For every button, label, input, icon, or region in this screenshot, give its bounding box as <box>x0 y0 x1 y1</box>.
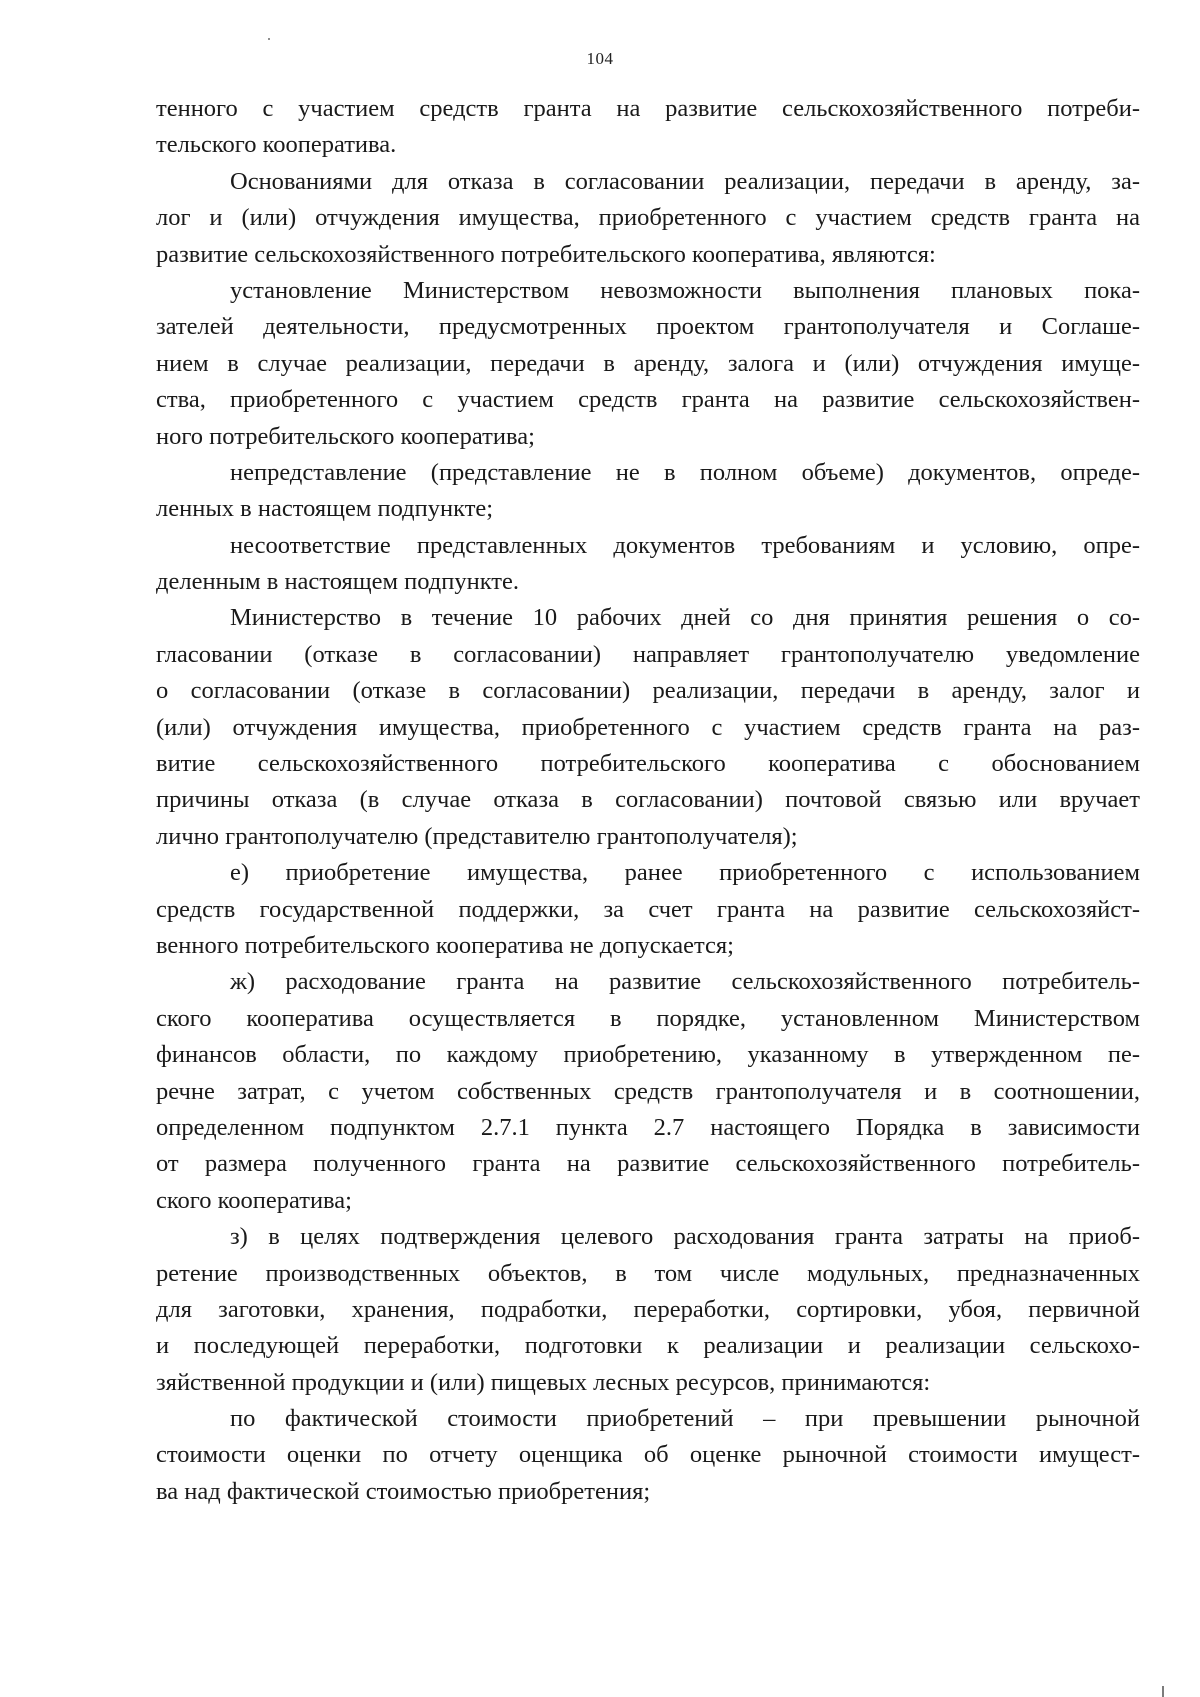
text-line: лично грантополучателю (представителю грантополучателя); <box>156 822 798 850</box>
text-line: ленных в настоящем подпункте; <box>156 495 494 523</box>
text-line: развитие сельскохозяйственного потребительского кооператива, являются: <box>156 240 936 268</box>
text-line: витие сельскохозяйственного потребительского кооператива с обоснованием <box>156 750 1140 778</box>
text-line: лог и (или) отчуждения имущества, приобретенного с участием средств гранта на <box>156 204 1140 232</box>
text-line: нием в случае реализации, передачи в аренду, залога и (или) отчуждения имуще- <box>156 349 1140 377</box>
text-line: причины отказа (в случае отказа в согласовании) почтовой связью или вручает <box>156 786 1140 814</box>
text-line: несоответствие представленных документов требованиям и условию, опре- <box>230 531 1140 559</box>
text-line: Министерство в течение 10 рабочих дней со дня принятия решения о со- <box>230 604 1140 632</box>
document-body <box>156 91 1140 1510</box>
text-line: ва над фактической стоимостью приобретения; <box>156 1477 651 1505</box>
text-line: ж) расходование гранта на развитие сельскохозяйственного потребитель- <box>230 968 1140 996</box>
text-line: определенном подпунктом 2.7.1 пункта 2.7 настоящего Порядка в зависимости <box>156 1113 1140 1141</box>
text-line: и последующей переработки, подготовки к реализации и реализации сельскохо- <box>156 1332 1140 1360</box>
text-line: деленным в настоящем подпункте. <box>156 568 519 596</box>
text-line: венного потребительского кооператива не допускается; <box>156 931 734 959</box>
text-line: средств государственной поддержки, за счет гранта на развитие сельскохозяйст- <box>156 895 1140 923</box>
text-line: речне затрат, с учетом собственных средств грантополучателя и в соотношении, <box>156 1077 1140 1105</box>
text-line: для заготовки, хранения, подработки, переработки, сортировки, убоя, первичной <box>156 1295 1140 1323</box>
text-line: (или) отчуждения имущества, приобретенного с участием средств гранта на раз- <box>156 713 1140 741</box>
text-line: зяйственной продукции и (или) пищевых лесных ресурсов, принимаются: <box>156 1368 931 1396</box>
text-line: финансов области, по каждому приобретению, указанному в утвержденном пе- <box>156 1041 1140 1069</box>
text-line: зателей деятельности, предусмотренных проектом грантополучателя и Соглаше- <box>156 313 1140 341</box>
text-line: от размера полученного гранта на развитие сельскохозяйственного потребитель- <box>156 1150 1140 1178</box>
page-number: 104 <box>586 49 614 68</box>
text-line: тельского кооператива. <box>156 131 397 159</box>
scan-edge-mark <box>1162 1686 1164 1697</box>
text-line: Основаниями для отказа в согласовании реализации, передачи в аренду, за- <box>230 167 1140 195</box>
text-line: з) в целях подтверждения целевого расходования гранта затраты на приоб- <box>230 1223 1140 1251</box>
text-line: гласовании (отказе в согласовании) направляет грантополучателю уведомление <box>156 640 1140 668</box>
scan-speck <box>268 38 270 40</box>
text-line: е) приобретение имущества, ранее приобретенного с использованием <box>230 859 1140 887</box>
text-line: ретение производственных объектов, в том числе модульных, предназначенных <box>156 1259 1140 1287</box>
text-line: ского кооператива осуществляется в порядке, установленном Министерством <box>156 1004 1140 1032</box>
text-line: тенного с участием средств гранта на развитие сельскохозяйственного потреби- <box>156 95 1140 122</box>
text-line: по фактической стоимости приобретений – при превышении рыночной <box>230 1405 1140 1433</box>
text-line: о согласовании (отказе в согласовании) реализации, передачи в аренду, залог и <box>156 677 1140 705</box>
text-line: ного потребительского кооператива; <box>156 422 535 450</box>
text-line: ского кооператива; <box>156 1186 352 1214</box>
text-line: стоимости оценки по отчету оценщика об оценке рыночной стоимости имущест- <box>156 1441 1140 1469</box>
text-line: ства, приобретенного с участием средств гранта на развитие сельскохозяйствен- <box>156 386 1140 414</box>
text-line: непредставление (представление не в полном объеме) документов, опреде- <box>230 458 1140 486</box>
text-line: установление Министерством невозможности выполнения плановых пока- <box>230 276 1140 304</box>
